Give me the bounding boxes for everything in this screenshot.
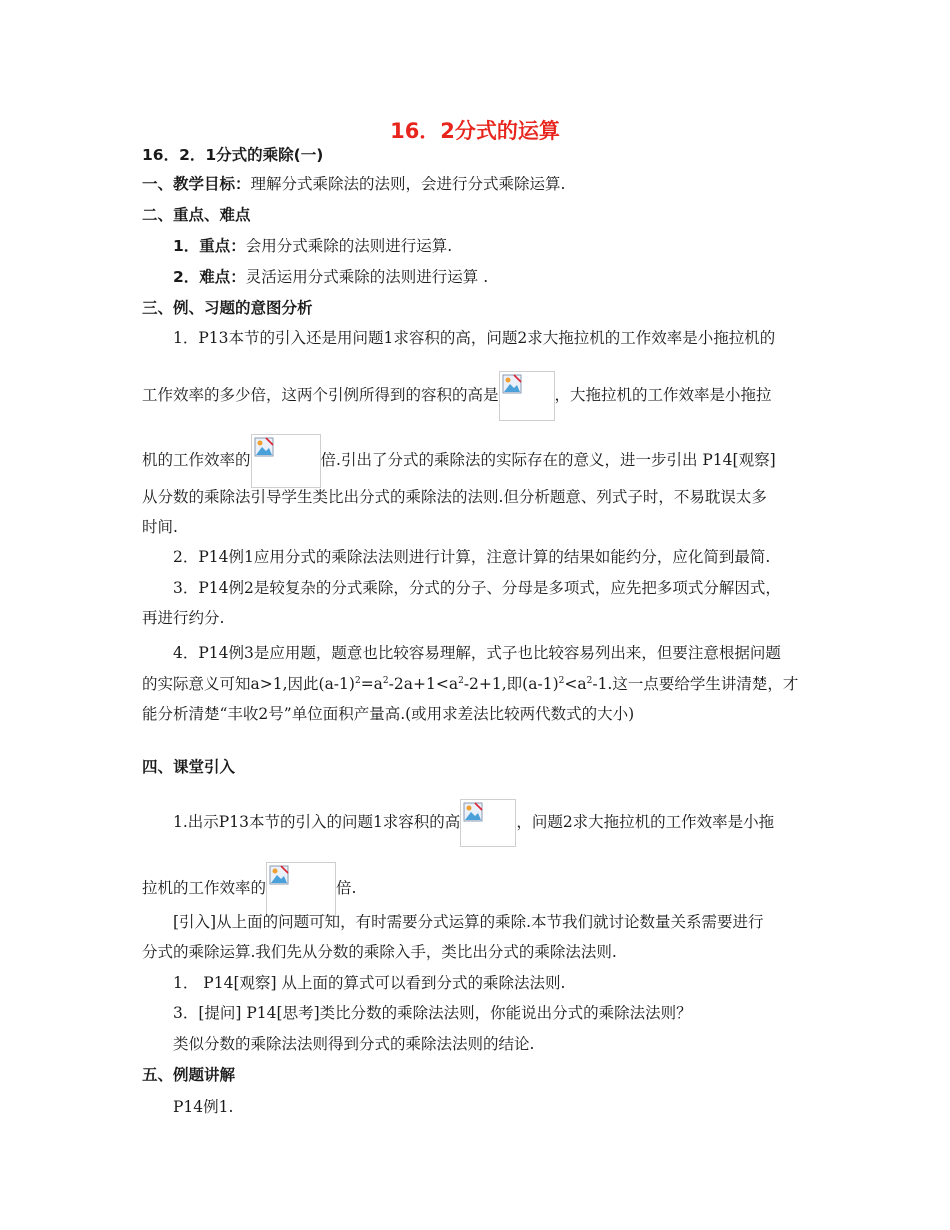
paragraph-line: 时间. — [142, 518, 178, 536]
paragraph-line: [引入]从上面的问题可知，有时需要分式运算的乘除.本节我们就讨论数量关系需要进行 — [173, 913, 764, 931]
section-heading: 二、重点、难点 — [142, 206, 251, 224]
paragraph-line: 分式的乘除运算.我们先从分数的乘除入手，类比出分式的乘除法法则. — [142, 943, 617, 961]
paragraph-line: 再进行约分. — [142, 609, 225, 627]
superscript: 2 — [382, 676, 389, 686]
teaching-goals — [142, 173, 565, 195]
paragraph-line — [142, 434, 776, 488]
text-segment: ，问题2求大拖拉机的工作效率是小拖 — [516, 813, 775, 831]
text-segment: 倍.引出了分式的乘除法的实际存在的意义，进一步引出 P14[观察] — [320, 451, 776, 469]
broken-image-icon — [463, 802, 483, 822]
item-label: 2．难点： — [173, 268, 246, 286]
superscript: 2 — [458, 676, 464, 686]
paragraph-line: 1．P13本节的引入还是用问题1求容积的高，问题2求大拖拉机的工作效率是小拖拉机的 — [173, 329, 776, 347]
broken-image-icon — [502, 374, 522, 394]
section-heading: 五、例题讲解 — [142, 1066, 236, 1084]
section-heading: 四、课堂引入 — [142, 758, 236, 776]
superscript: 2 — [354, 676, 361, 686]
paragraph-line: P14例1. — [173, 1098, 234, 1116]
formula-image — [266, 862, 336, 916]
formula-image — [460, 799, 516, 847]
formula-image — [251, 434, 321, 488]
item-text: 灵活运用分式乘除的法则进行运算 . — [245, 268, 489, 286]
text-segment: ，大拖拉机的工作效率是小拖拉 — [554, 386, 772, 404]
paragraph-line: 2．P14例1应用分式的乘除法法则进行计算，注意计算的结果如能约分，应化简到最简. — [173, 548, 771, 566]
formula-image — [499, 371, 555, 421]
text-segment: -2+1,即(a-1) — [463, 675, 559, 693]
text-segment: =a — [360, 675, 383, 693]
key-point-item — [173, 235, 452, 257]
text-segment: 拉机的工作效率的 — [142, 879, 267, 897]
section-heading: 三、例、习题的意图分析 — [142, 299, 313, 317]
paragraph-line — [173, 799, 774, 847]
text-segment: 的实际意义可知a>1,因此(a-1) — [142, 675, 355, 693]
text-segment: 机的工作效率的 — [142, 451, 251, 469]
paragraph-line — [142, 862, 356, 916]
paragraph-line: 4．P14例3是应用题，题意也比较容易理解，式子也比较容易列出来，但要注意根据问题 — [173, 644, 781, 662]
text-segment: 倍. — [336, 879, 357, 897]
text-segment: -2a+1<a — [388, 675, 459, 693]
paragraph-line — [142, 673, 798, 695]
paragraph-line: 3．P14例2是较复杂的分式乘除，分式的分子、分母是多项式，应先把多项式分解因式， — [173, 579, 781, 597]
paragraph-line: 能分析清楚“丰收2号”单位面积产量高.(或用求差法比较两代数式的大小) — [142, 705, 635, 723]
paragraph-line: 3．[提问] P14[思考]类比分数的乘除法法则，你能说出分式的乘除法法则？ — [173, 1004, 692, 1022]
difficulty-item — [173, 266, 488, 288]
item-text: 会用分式乘除的法则进行运算. — [245, 237, 453, 255]
text-segment: 工作效率的多少倍，这两个引例所得到的容积的高是 — [142, 386, 499, 404]
paragraph-line: 从分数的乘除法引导学生类比出分式的乘除法的法则.但分析题意、列式子时，不易耽误太多 — [142, 488, 767, 506]
superscript: 2 — [558, 676, 565, 686]
paragraph-line: 类似分数的乘除法法则得到分式的乘除法法则的结论. — [173, 1035, 535, 1053]
subsection-title: 16．2．1分式的乘除(一) — [142, 146, 324, 164]
paragraph-line: 1． P14[观察] 从上面的算式可以看到分式的乘除法法则. — [173, 974, 566, 992]
superscript: 2 — [586, 676, 593, 686]
broken-image-icon — [269, 865, 289, 885]
broken-image-icon — [254, 437, 274, 457]
text-segment: 1.出示P13本节的引入的问题1求容积的高 — [173, 813, 461, 831]
page-title: 16．2分式的运算 — [390, 119, 560, 143]
item-label: 1．重点： — [173, 237, 246, 255]
text-segment: <a — [564, 675, 587, 693]
paragraph-line — [142, 371, 772, 421]
text-segment: -1.这一点要给学生讲清楚，才 — [592, 675, 799, 693]
section-heading: 一、教学目标： — [142, 175, 251, 193]
paragraph-text: 理解分式乘除法的法则，会进行分式乘除运算. — [250, 175, 566, 193]
